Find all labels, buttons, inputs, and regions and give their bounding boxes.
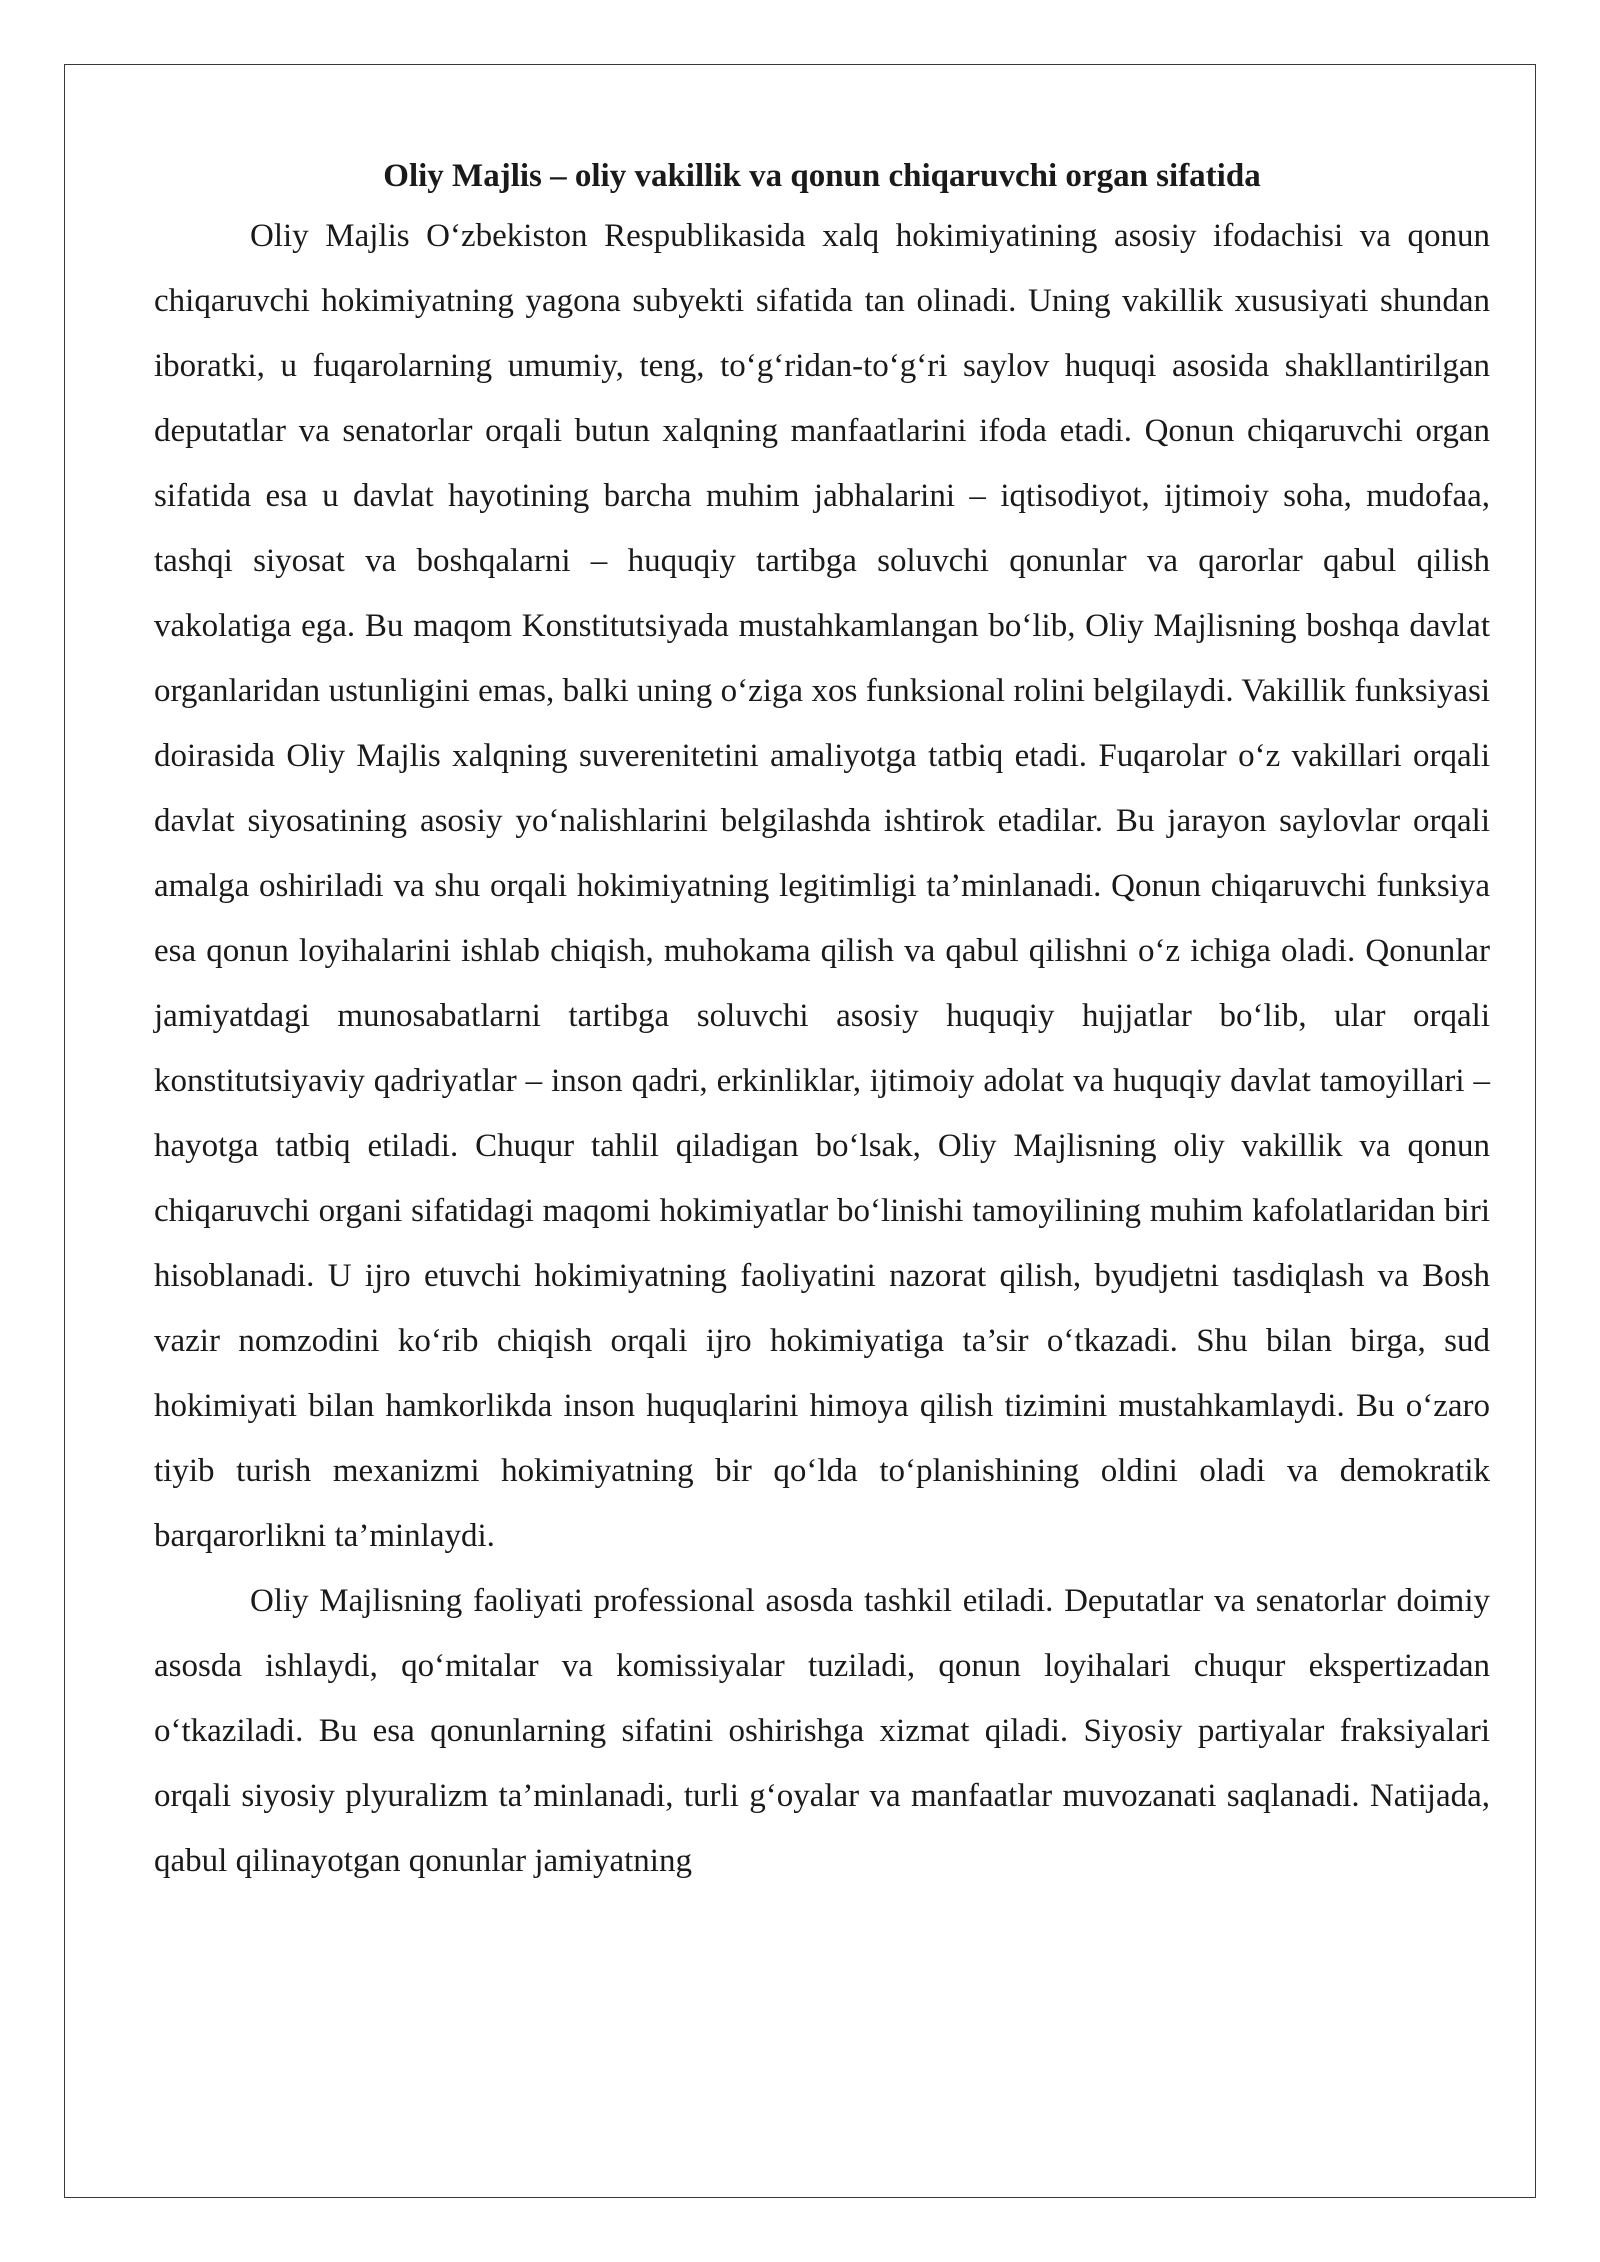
paragraph-1: Oliy Majlis O‘zbekiston Respublikasida xalq hokimiyatining asosiy ifodachisi va qonun chiqaruvchi hokimiyatning yagona subyekti sifatida tan olinadi. Uning vakillik xususiyati shundan iboratki, u fuqarolarning umumiy, teng, to‘g‘ridan-to‘g‘ri saylov huquqi asosida shakllantirilgan deputatlar va senatorlar orqali butun xalqning manfaatlarini ifoda etadi. Qonun chiqaruvchi organ sifatida esa u davlat hayotining barcha muhim jabhalarini – iqtisodiyot, ijtimoiy soha, mudofaa, tashqi siyosat va boshqalarni – huquqiy tartibga soluvchi qonunlar va qarorlar qabul qilish vakolatiga ega. Bu maqom Konstitutsiyada mustahkamlangan bo‘lib, Oliy Majlisning boshqa davlat organlaridan ustunligini emas, balki uning o‘ziga xos funksional rolini belgilaydi. Vakillik funksiyasi doirasida Oliy Majlis xalqning suverenitetini amaliyotga tatbiq etadi. Fuqarolar o‘z vakillari orqali davlat siyosatining asosiy yo‘nalishlarini belgilashda ishtirok etadilar. Bu jarayon saylovlar orqali amalga oshiriladi va shu orqali hokimiyatning legitimligi ta’minlanadi. Qonun chiqaruvchi funksiya esa qonun loyihalarini ishlab chiqish, muhokama qilish va qabul qilishni o‘z ichiga oladi. Qonunlar jamiyatdagi munosabatlarni tartibga soluvchi asosiy huquqiy hujjatlar bo‘lib, ular orqali konstitutsiyaviy qadriyatlar – inson qadri, erkinliklar, ijtimoiy adolat va huquqiy davlat tamoyillari – hayotga tatbiq etiladi. Chuqur tahlil qiladigan bo‘lsak, Oliy Majlisning oliy vakillik va qonun chiqaruvchi organi sifatidagi maqomi hokimiyatlar bo‘linishi tamoyilining muhim kafolatlaridan biri hisoblanadi. U ijro etuvchi hokimiyatning faoliyatini nazorat qilish, byudjetni tasdiqlash va Bosh vazir nomzodini ko‘rib chiqish orqali ijro hokimiyatiga ta’sir o‘tkazadi. Shu bilan birga, sud hokimiyati bilan hamkorlikda inson huquqlarini himoya qilish tizimini mustahkamlaydi. Bu o‘zaro tiyib turish mexanizmi hokimiyatning bir qo‘lda to‘planishining oldini oladi va demokratik barqarorlikni ta’minlaydi. [154, 218, 1490, 1554]
document-title: Oliy Majlis – oliy vakillik va qonun chiqaruvchi organ sifatida [383, 158, 1261, 194]
paragraph-2: Oliy Majlisning faoliyati professional asosda tashkil etiladi. Deputatlar va senatorlar doimiy asosda ishlaydi, qo‘mitalar va komissiyalar tuziladi, qonun loyihalari chuqur ekspertizadan o‘tkaziladi. Bu esa qonunlarning sifatini oshirishga xizmat qiladi. Siyosiy partiyalar fraksiyalari orqali siyosiy plyuralizm ta’minlanadi, turli g‘oyalar va manfaatlar muvozanati saqlanadi. Natijada, qabul qilinayotgan qonunlar jamiyatning [154, 1583, 1490, 1879]
document-body [154, 148, 1490, 1894]
